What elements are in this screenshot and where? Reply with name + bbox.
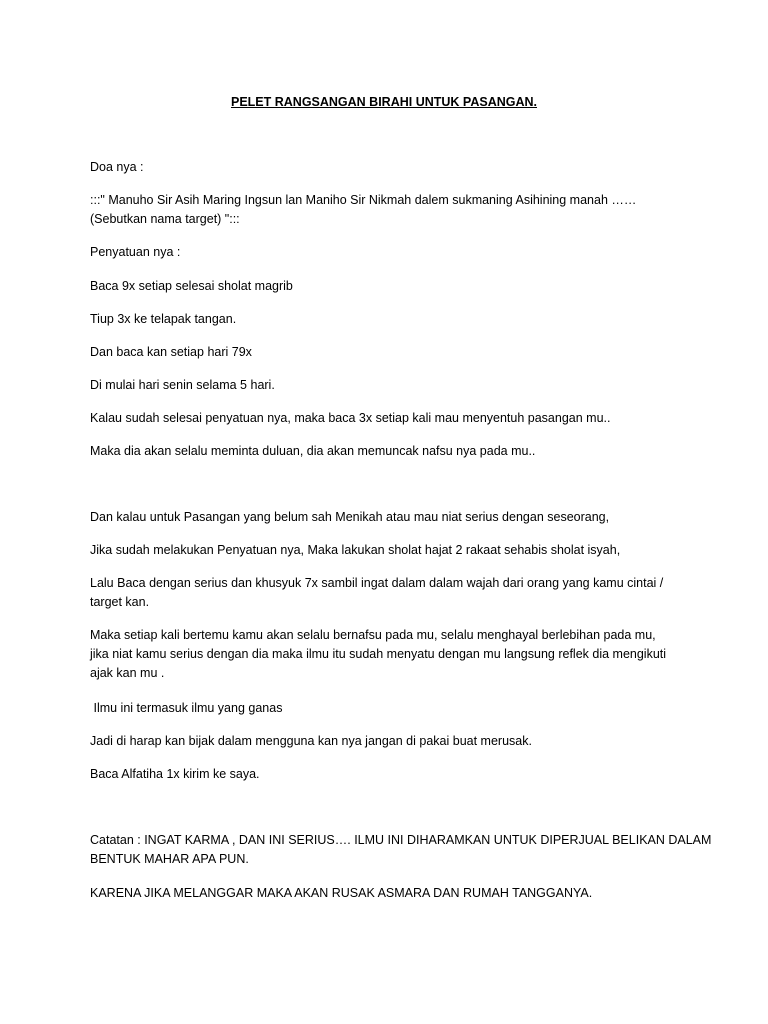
text-line: BENTUK MAHAR APA PUN. [90, 852, 249, 866]
text-line: Penyatuan nya : [90, 245, 181, 259]
text-line: Dan baca kan setiap hari 79x [90, 345, 252, 359]
paragraph-partner-step-2 [90, 574, 690, 612]
text-line: Tiup 3x ke telapak tangan. [90, 312, 237, 326]
text-line: jika niat kamu serius dengan dia maka ilmu itu sudah menyatu dengan mu langsung reflek dia mengikuti [90, 647, 667, 661]
text-line: :::" Manuho Sir Asih Maring Ingsun lan Maniho Sir Nikmah dalem sukmaning Asihining manah …… [90, 193, 637, 207]
paragraph-result [90, 442, 690, 461]
paragraph-doa-heading [90, 158, 690, 177]
text-line: Ilmu ini termasuk ilmu yang ganas [90, 701, 283, 715]
paragraph-step-5 [90, 409, 690, 428]
paragraph-partner-intro [90, 508, 690, 527]
text-line: Baca 9x setiap selesai sholat magrib [90, 279, 293, 293]
text-line: Maka dia akan selalu meminta duluan, dia akan memuncak nafsu nya pada mu.. [90, 444, 536, 458]
text-line: ajak kan mu . [90, 666, 165, 680]
paragraph-advice [90, 732, 690, 751]
text-line: Baca Alfatiha 1x kirim ke saya. [90, 767, 260, 781]
paragraph-step-3 [90, 343, 690, 362]
paragraph-penyatuan-heading [90, 243, 690, 262]
paragraph-step-2 [90, 310, 690, 329]
text-line: KARENA JIKA MELANGGAR MAKA AKAN RUSAK ASMARA DAN RUMAH TANGGANYA. [90, 886, 593, 900]
paragraph-step-1 [90, 277, 690, 296]
paragraph-note [90, 831, 712, 869]
paragraph-step-4 [90, 376, 690, 395]
text-line: Lalu Baca dengan serius dan khusyuk 7x sambil ingat dalam dalam wajah dari orang yang kamu cintai / [90, 576, 664, 590]
text-line: Jadi di harap kan bijak dalam mengguna kan nya jangan di pakai buat merusak. [90, 734, 532, 748]
text-line: Jika sudah melakukan Penyatuan nya, Maka lakukan sholat hajat 2 rakaat sehabis sholat isyah, [90, 543, 621, 557]
paragraph-doa-text [90, 191, 690, 229]
text-line: target kan. [90, 595, 150, 609]
document-title: PELET RANGSANGAN BIRAHI UNTUK PASANGAN. [230, 95, 538, 109]
text-line: Kalau sudah selesai penyatuan nya, maka baca 3x setiap kali mau menyentuh pasangan mu.. [90, 411, 611, 425]
text-line: Dan kalau untuk Pasangan yang belum sah Menikah atau mau niat serius dengan seseorang, [90, 510, 610, 524]
text-line: (Sebutkan nama target) "::: [90, 212, 240, 226]
text-line: Catatan : INGAT KARMA , DAN INI SERIUS…. ILMU INI DIHARAMKAN UNTUK DIPERJUAL BELIKAN DALAM [90, 833, 712, 847]
paragraph-partner-step-1 [90, 541, 690, 560]
text-line: Doa nya : [90, 160, 144, 174]
text-line: Maka setiap kali bertemu kamu akan selalu bernafsu pada mu, selalu menghayal berlebihan pada mu, [90, 628, 656, 642]
text-line: Di mulai hari senin selama 5 hari. [90, 378, 275, 392]
paragraph-final-warning [90, 884, 690, 903]
paragraph-warning [90, 699, 690, 718]
paragraph-partner-result [90, 626, 690, 683]
paragraph-alfatiha [90, 765, 690, 784]
